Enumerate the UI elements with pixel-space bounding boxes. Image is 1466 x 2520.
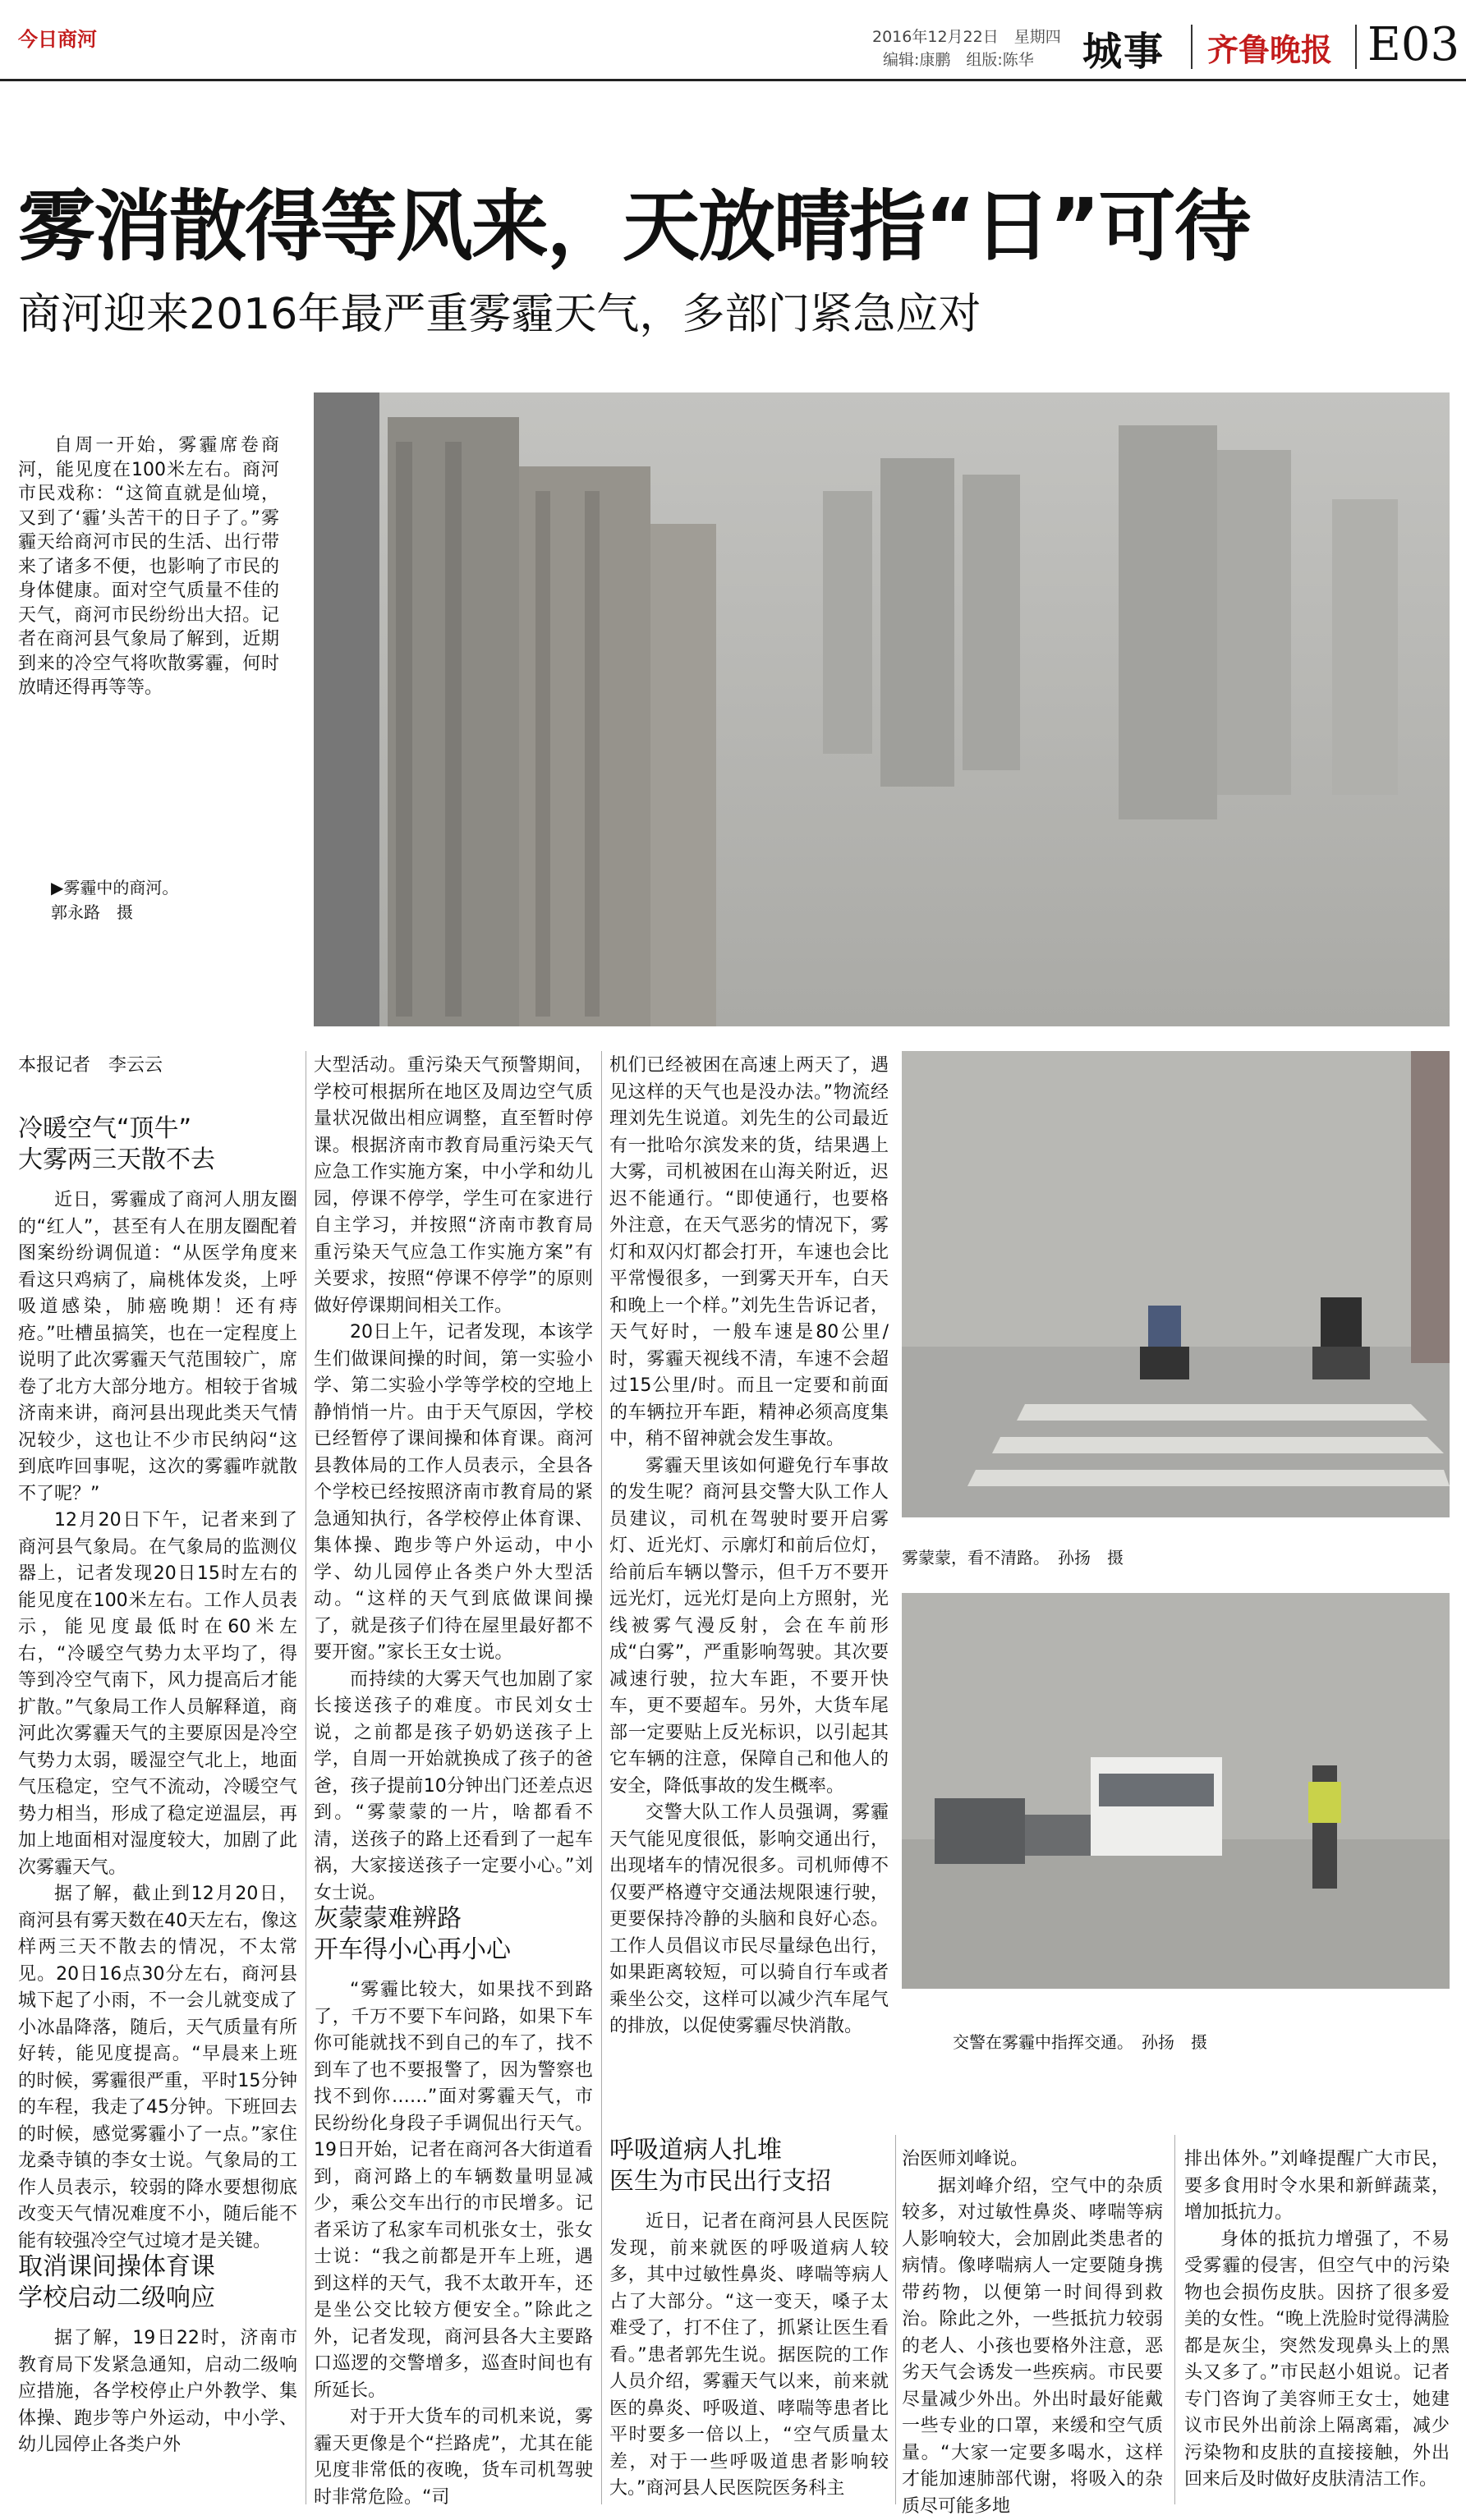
subheadline: 商河迎来2016年最严重雾霾天气，多部门紧急应对 <box>18 290 981 339</box>
masthead-divider <box>1191 25 1193 69</box>
article-column-2 <box>314 1053 593 2508</box>
column-2-text: 大型活动。重污染天气预警期间，学校可根据所在地区及周边空气质量状况做出相应调整，直至暂时停课。根据济南市教育局重污染天气应急工作实施方案，中小学和幼儿园，停课不停学，学生可在家进行自主学习，并按照“济南市教育局重污染天气应急工作实施方案”有关要求，按照“停课不停学”的原则做好停课期间相关工作。 20日上午，记者发现，本该学生们做课间操的时间，第一实验小学、第二实验小学等学校的空地上静悄悄一片。由于天气原因，学校已经暂停了课间操和体育课。商河县教体局的工作人员表示，全县各个学校已经按照济南市教育局的紧急通知执行，各学校停止体育课、集体操、跑步等户外运动，中小学、幼儿园停止各类户外大型活动。“这样的天气到底做课间操了，就是孩子们待在屋里最好都不要开窗。”家长王女士说。 而持续的大雾天气也加剧了家长接送孩子的难度。市民刘女士说，之前都是孩子奶奶送孩子上学，自周一开始就换成了孩子的爸爸，孩子提前10分钟出门还差点迟到。“雾蒙蒙的一片，啥都看不清，送孩子的路上还看到了一起车祸，大家接送孩子一定要小心。”刘女士说。 <box>314 1055 593 1903</box>
column-1-text: 近日，雾霾成了商河人朋友圈的“红人”，甚至有人在朋友圈配着图案纷纷调侃道：“从医学角度来看这只鸡病了，扁桃体发炎，上呼吸道感染，肺癌晚期！还有痔疮。”吐槽虽搞笑，也在一定程度上说明了此次雾霾天气范围较广，席卷了北方大部分地方。相较于省城济南来讲，商河县出现此类天气情况较少，这也让不少市民纳闷“这到底咋回事呢，这次的雾霾咋就散不了呢？” 12月20日下午，记者来到了商河县气象局。在气象局的监测仪器上，记者发现20日15时左右的能见度在100米左右。工作人员表示，能见度最低时在60米左右，“冷暖空气势力太平均了，得等到冷空气南下，风力提高后才能扩散。”气象局工作人员解释道，商河此次雾霾天气的主要原因是冷空气势力太弱，暖湿空气北上，地面气压稳定，空气不流动，冷暖空气势力相当，形成了稳定逆温层，再加上地面相对湿度较大，加剧了此次雾霾天气。 据了解，截止到12月20日，商河县有雾天数在40天左右，像这样两三天不散去的情况，不太常见。20日16点30分左右，商河县城下起了小雨，不一会儿就变成了小冰晶降落，随后，天气质量有所好转，能见度提高。“早晨来上班的时候，雾霾很严重，平时15分钟的车程，我走了45分钟。下班回去的时候，感觉雾霾小了一点。”家住龙桑寺镇的李女士说。气象局的工作人员表示，较弱的降水要想彻底改变天气情况难度不小，随后能不能有较强冷空气过境才是关键。 <box>18 1190 297 2251</box>
police-photo-caption: 交警在雾霾中指挥交通。 孙扬 摄 <box>953 2032 1207 2052</box>
subsection-title-4: 呼吸道病人扎堆 医生为市民出行支招 <box>609 2136 831 2196</box>
masthead-divider <box>1355 25 1357 69</box>
brand-logo: 齐鲁晚报 <box>1207 31 1333 68</box>
subsection-title-2: 取消课间操体育课 学校启动二级响应 <box>18 2252 215 2312</box>
column-divider <box>601 1051 602 2504</box>
intro-paragraph: 自周一开始，雾霾席卷商河，能见度在100米左右。商河市民戏称：“这简直就是仙境，又到了‘霾’头苦干的日子了。”雾霾天给商河市民的生活、出行带来了诸多不便，也影响了市民的身体健康。面对空气质量不佳的天气，商河市民纷纷出大招。记者在商河县气象局了解到，近期到来的冷空气将吹散雾霾，何时放晴还得再等等。 <box>18 435 279 698</box>
foggy-crosswalk-image <box>902 1051 1450 1517</box>
channel-name: 城事 <box>1082 29 1165 75</box>
smog-city-image <box>314 392 1450 1026</box>
article-column-5: 排出体外。”刘峰提醒广大市民，要多食用时令水果和新鲜蔬菜，增加抵抗力。 身体的抵抗力增强了，不易受雾霾的侵害，但空气中的污染物也会损伤皮肤。因挤了很多爱美的女性。“晚上洗脸时觉得满脸都是灰尘，突然发现鼻头上的黑头又多了。”市民赵小姐说。记者专门咨询了美容师王女士，她建议市民外出前涂上隔离霜，减少污染物和皮肤的直接接触，外出回来后及时做好皮肤清洁工作。 <box>1184 2149 1450 2490</box>
street-photo-caption: 雾蒙蒙，看不清路。 孙扬 摄 <box>902 1548 1124 1568</box>
police-photo <box>902 1593 1450 1989</box>
column-divider <box>895 2135 896 2504</box>
column-divider <box>1174 2135 1175 2504</box>
main-photo <box>314 392 1450 1026</box>
main-photo-credit: 郭永路 摄 <box>51 902 133 922</box>
section-label: 今日商河 <box>18 28 97 51</box>
article-column-4: 治医师刘峰说。 据刘峰介绍，空气中的杂质较多，对过敏性鼻炎、哮喘等病人影响较大，会加剧此类患者的病情。像哮喘病人一定要随身携带药物，以便第一时间得到救治。除此之外，一些抵抗力较弱的老人、小孩也要格外注意，恶劣天气会诱发一些疾病。市民要尽量减少外出。外出时最好能戴一些专业的口罩，来缓和空气质量。“大家一定要多喝水，这样才能加速肺部代谢，将吸入的杂质尽可能多地 <box>902 2149 1163 2517</box>
traffic-police-image <box>902 1593 1450 1989</box>
street-photo <box>902 1051 1450 1517</box>
editor-credits: 编辑:康鹏 组版:陈华 <box>883 51 1034 69</box>
column-1b-text: 据了解，19日22时，济南市教育局下发紧急通知，启动二级响应措施，各学校停止户外教学、集体操、跑步等户外运动，中小学、幼儿园停止各类户外 <box>18 2328 297 2455</box>
subsection-title-3: 灰蒙蒙难辨路 开车得小心再小心 <box>314 1904 511 1964</box>
column-2b-text: “雾霾比较大，如果找不到路了，千万不要下车问路，如果下车你可能就找不到自己的车了，找不到车了也不要报警了，因为警察也找不到你……”面对雾霾天气，市民纷纷化身段子手调侃出行天气。19日开始，记者在商河各大街道看到，商河路上的车辆数量明显减少，乘公交车出行的市民增多。记者采访了私家车司机张女士，张女士说：“我之前都是开车上班，遇到这样的天气，我不太敢开车，还是坐公交比较方便安全。”除此之外，记者发现，商河县各大主要路口巡逻的交警增多，巡查时间也有所延长。 对于开大货车的司机来说，雾霾天更像是个“拦路虎”，尤其在能见度非常低的夜晚，货车司机驾驶时非常危险。“司 <box>314 1980 593 2508</box>
subsection-title-1: 冷暖空气“顶牛” 大雾两三天散不去 <box>18 1114 215 1174</box>
headline: 雾消散得等风来，天放晴指“日”可待 <box>18 182 1250 272</box>
page-number: E03 <box>1367 18 1460 71</box>
column-3-text: 机们已经被困在高速上两天了，遇见这样的天气也是没办法。”物流经理刘先生说道。刘先生的公司最近有一批哈尔滨发来的货，结果遇上大雾，司机被困在山海关附近，迟迟不能通行。“即使通行，也要格外注意，在天气恶劣的情况下，雾灯和双闪灯都会打开，车速也会比平常慢很多，一到雾天开车，白天和晚上一个样。”刘先生告诉记者，天气好时，一般车速是80公里/时，雾霾天视线不清，车速不会超过15公里/时。而且一定要和前面的车辆拉开车距，精神必须高度集中，稍不留神就会发生事故。 雾霾天里该如何避免行车事故的发生呢？商河县交警大队工作人员建议，司机在驾驶时要开启雾灯、近光灯、示廓灯和前后位灯，给前后车辆以警示，但千万不要开远光灯，远光灯是向上方照射，光线被雾气漫反射，会在车前形成“白雾”，严重影响驾驶。其次要减速行驶，拉大车距，不要开快车，更不要超车。另外，大货车尾部一定要贴上反光标识，以引起其它车辆的注意，保障自己和他人的安全，降低事故的发生概率。 交警大队工作人员强调，雾霾天气能见度很低，影响交通出行，出现堵车的情况很多。司机师傅不仅要严格遵守交通法规限速行驶，更要保持冷静的头脑和良好心态。工作人员倡议市民尽量绿色出行，如果距离较短，可以骑自行车或者乘坐公交，这样可以减少汽车尾气的排放，以促使雾霾尽快消散。 <box>609 1055 889 2036</box>
masthead-rule <box>0 79 1466 81</box>
issue-date: 2016年12月22日 星期四 <box>872 28 1061 46</box>
byline: 本报记者 李云云 <box>18 1055 163 1076</box>
main-photo-caption: ▶雾霾中的商河。 <box>51 878 179 897</box>
article-column-1 <box>18 1113 297 2473</box>
article-column-3 <box>609 1053 889 2499</box>
column-3b-text: 近日，记者在商河县人民医院发现，前来就医的呼吸道病人较多，其中过敏性鼻炎、哮喘等病人占了大部分。“这一变天，嗓子太难受了，打不住了，抓紧让医生看看。”患者郭先生说。据医院的工作人员介绍，雾霾天气以来，前来就医的鼻炎、呼吸道、哮喘等患者比平时要多一倍以上，“空气质量太差，对于一些呼吸道患者影响较大。”商河县人民医院医务科主 <box>609 2211 889 2499</box>
